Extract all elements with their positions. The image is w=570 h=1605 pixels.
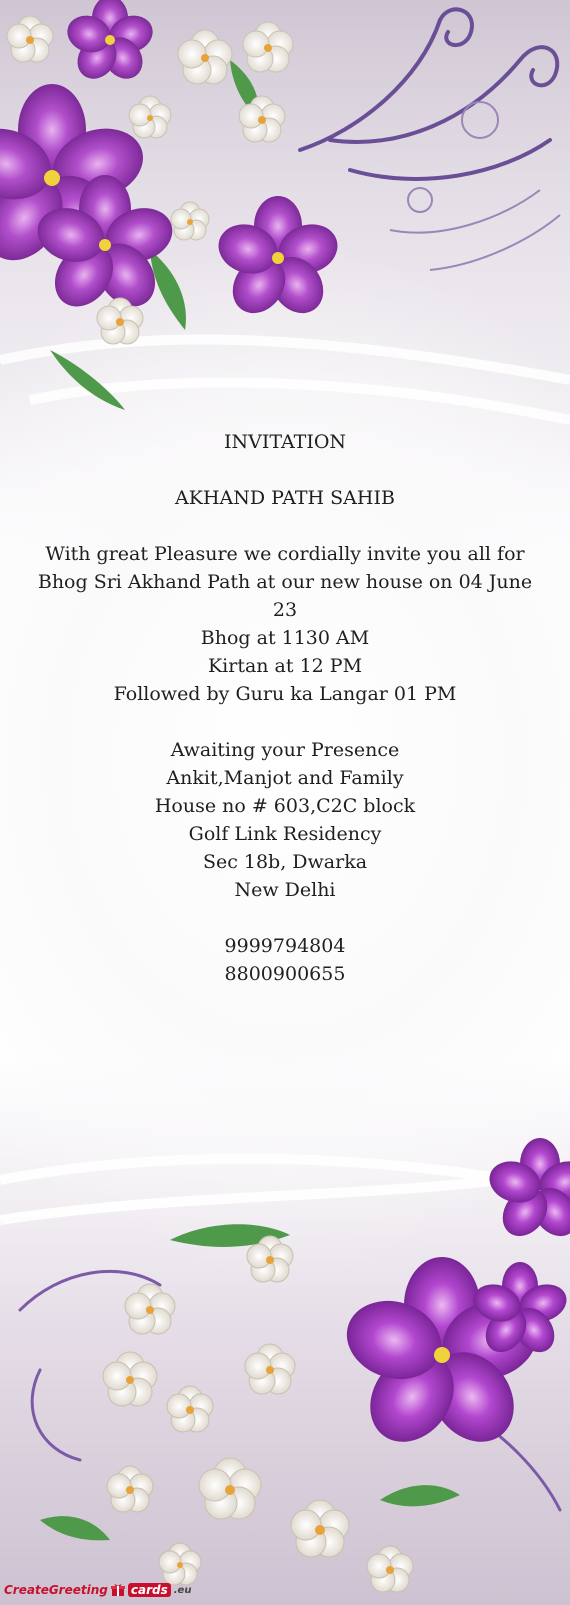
awaiting-line: Awaiting your Presence: [170, 739, 400, 761]
invite-line-1: With great Pleasure we cordially invite you all for: [45, 543, 525, 565]
phone-number-2: 8800900655: [224, 963, 346, 985]
host-names: Ankit,Manjot and Family: [166, 767, 404, 789]
gift-icon: [111, 1583, 125, 1597]
bhog-time: Bhog at 1130 AM: [200, 627, 370, 649]
invite-line-3: 23: [272, 599, 298, 621]
brand-logo[interactable]: [4, 1578, 191, 1602]
event-title: AKHAND PATH SAHIB: [175, 487, 395, 509]
phone-number-1: 9999794804: [224, 935, 346, 957]
brand-name-part2: cards: [128, 1583, 171, 1597]
top-floral-decoration: [0, 0, 570, 440]
brand-name-part1: CreateGreeting: [4, 1583, 108, 1597]
invite-line-2: Bhog Sri Akhand Path at our new house on 04 June: [37, 571, 533, 593]
address-house: House no # 603,C2C block: [154, 795, 416, 817]
brand-name-part3: .eu: [173, 1584, 192, 1596]
address-residency: Golf Link Residency: [188, 823, 382, 845]
invitation-heading: INVITATION: [223, 431, 347, 453]
kirtan-time: Kirtan at 12 PM: [207, 655, 363, 677]
address-city: New Delhi: [234, 879, 336, 901]
invitation-text: [20, 428, 550, 988]
address-sector: Sec 18b, Dwarka: [202, 851, 368, 873]
bottom-floral-decoration: [0, 1110, 570, 1605]
langar-time: Followed by Guru ka Langar 01 PM: [113, 683, 457, 705]
